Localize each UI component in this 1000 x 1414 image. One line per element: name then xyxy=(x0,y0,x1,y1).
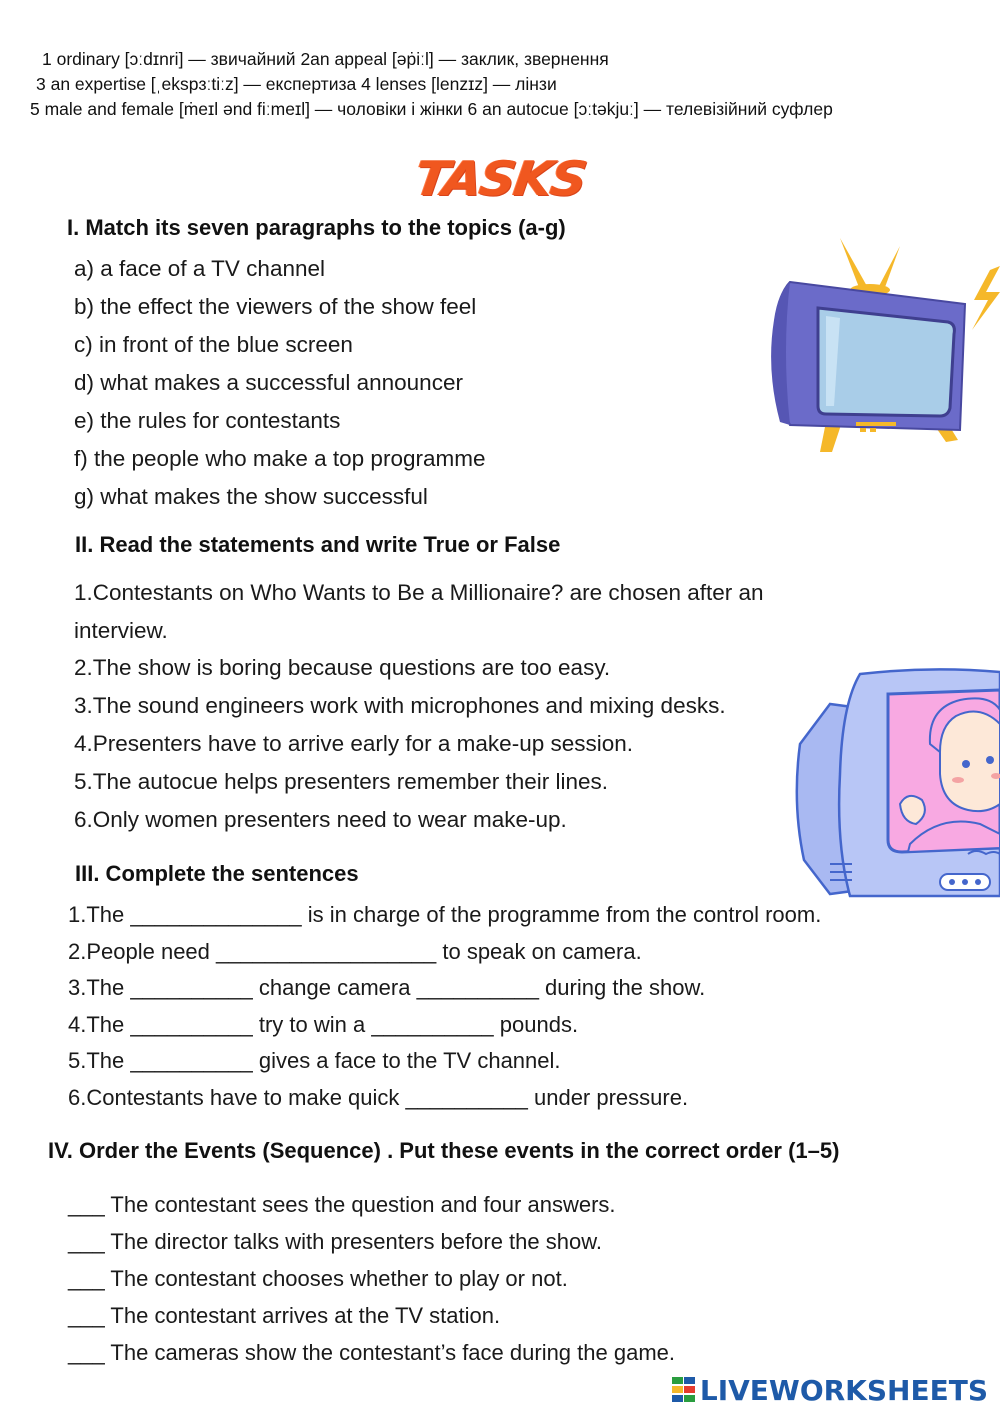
list-item: 2.The show is boring because questions are too easy. xyxy=(74,655,611,680)
list-item: 3.The sound engineers work with microphones and mixing desks. xyxy=(74,693,726,718)
list-item: 4.The __________ try to win a __________ pounds. xyxy=(68,1012,579,1037)
list-item: interview. xyxy=(74,618,168,643)
tasks-title: TASKS xyxy=(411,151,589,207)
list-item: b) the effect the viewers of the show feel xyxy=(74,294,477,319)
list-item: 2.People need __________________ to speak on camera. xyxy=(68,939,642,964)
list-item: 1.Contestants on Who Wants to Be a Millionaire? are chosen after an xyxy=(74,580,764,605)
section-1-heading: I. Match its seven paragraphs to the topics (a-g) xyxy=(67,215,566,240)
list-item: 6.Contestants have to make quick __________ under pressure. xyxy=(68,1085,689,1110)
list-item: 5.The __________ gives a face to the TV channel. xyxy=(68,1048,561,1073)
list-item: 6.Only women presenters need to wear make-up. xyxy=(74,807,567,832)
list-item: 1.The ______________ is in charge of the programme from the control room. xyxy=(68,902,822,927)
list-item: e) the rules for contestants xyxy=(74,408,341,433)
list-item: c) in front of the blue screen xyxy=(74,332,353,357)
liveworksheets-logo[interactable] xyxy=(672,1370,988,1410)
list-item: ___ The contestant chooses whether to play or not. xyxy=(68,1266,568,1291)
list-item: 3.The __________ change camera __________ during the show. xyxy=(68,975,706,1000)
list-item: ___ The contestant sees the question and four answers. xyxy=(68,1192,616,1217)
vocab-line-1: 1 ordinary [ɔːdɪnri] — звичайний 2an appeal [əṗiːl] — заклик, звернення xyxy=(42,49,609,69)
section-4-heading: IV. Order the Events (Sequence) . Put these events in the correct order (1–5) xyxy=(48,1138,840,1163)
list-item: g) what makes the show successful xyxy=(74,484,428,509)
list-item: ___ The cameras show the contestant’s face during the game. xyxy=(68,1340,675,1365)
logo-text: LIVEWORKSHEETS xyxy=(699,1373,988,1407)
vocab-line-2: 3 an expertise [ˌekspɜːtiːz] — експертиза 4 lenses [lenzɪz] — лінзи xyxy=(36,74,557,94)
list-item: f) the people who make a top programme xyxy=(74,446,486,471)
list-item: 4.Presenters have to arrive early for a make-up session. xyxy=(74,731,634,756)
section-3-heading: III. Complete the sentences xyxy=(75,861,359,886)
list-item: d) what makes a successful announcer xyxy=(74,370,463,395)
list-item: ___ The director talks with presenters before the show. xyxy=(68,1229,602,1254)
tv-illustration-icon xyxy=(760,230,1000,460)
list-item: a) a face of a TV channel xyxy=(74,256,325,281)
list-item: 5.The autocue helps presenters remember their lines. xyxy=(74,769,609,794)
retro-tv-illustration-icon xyxy=(790,664,1000,904)
logo-mark-icon xyxy=(672,1377,696,1403)
section-2-heading: II. Read the statements and write True or False xyxy=(75,532,561,557)
list-item: ___ The contestant arrives at the TV station. xyxy=(68,1303,501,1328)
vocab-line-3: 5 male and female [ṁeɪl ənd fiːmeɪl] — чоловіки і жінки 6 an autocue [ɔːtəkjuː] — телевізійний суфлер xyxy=(30,99,833,119)
